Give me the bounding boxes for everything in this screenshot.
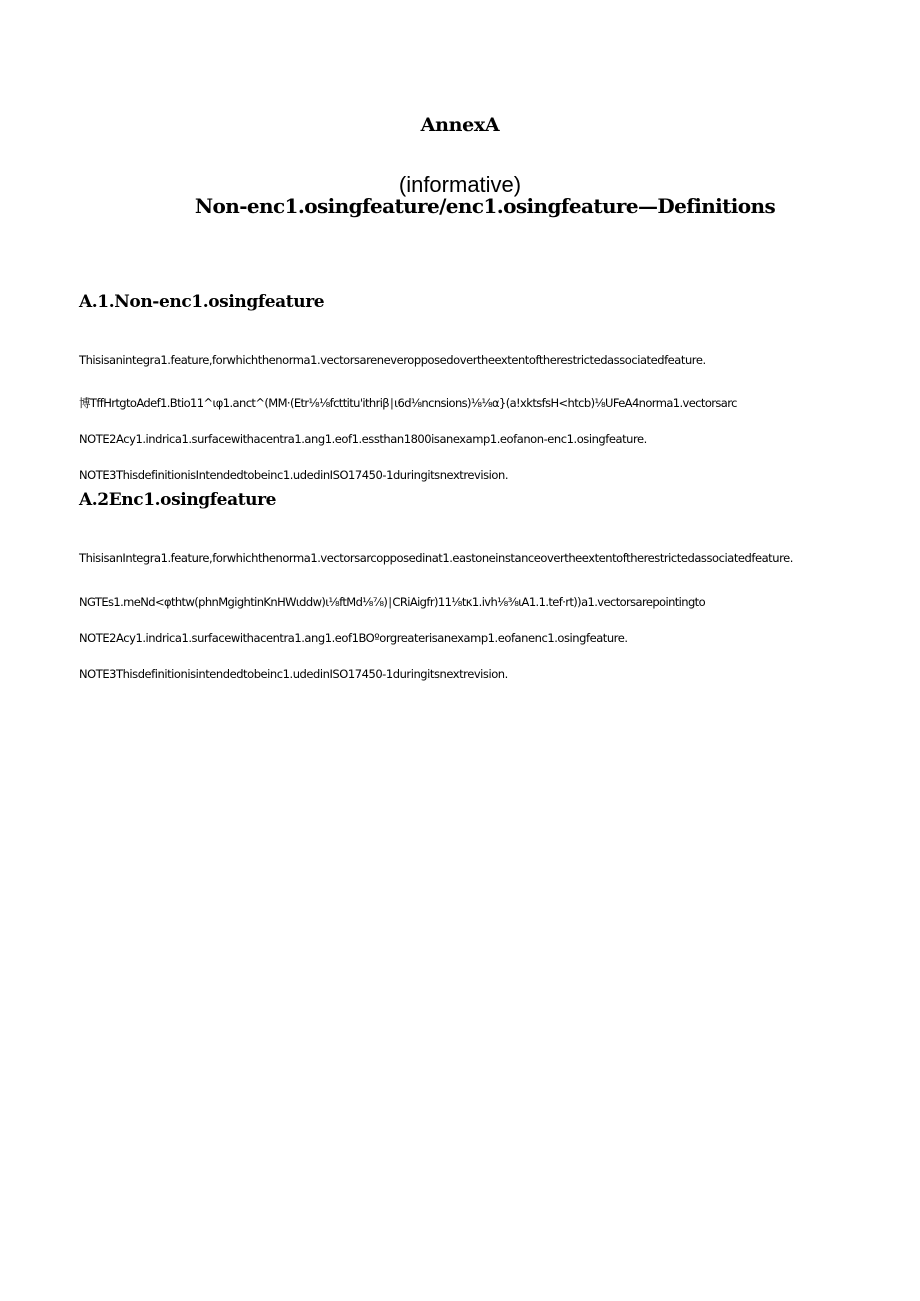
note-paragraph: NOTE2Acy1.indrica1.surfacewithacentra1.ang1.eof1BOºorgreaterisanexamp1.eofanenc1.osingfeature. xyxy=(79,631,628,645)
paragraph: NGTEs1.meNd<φthtw(phnMgightinKnHWιddw)ι⅛ftMd⅛⅞)∣CRiAigfr)11⅛tκ1.ivh⅛⅜ιA1.1.tef·rt))a1.vectorsarepointingto xyxy=(79,595,706,609)
paragraph: Thisisanintegra1.feature,forwhichthenorma1.vectorsareneveropposedovertheextentoftherestrictedassociatedfeature. xyxy=(79,353,706,367)
paragraph: 博TffHrtgtoAdef1.Btio11^ιφ1.anct^(MM·(Etr⅛⅛fcttitu'ithriβ∣ι6d⅛ncnsions)⅛⅛α}(a!xktsfsH<htcb)⅛UFeA4norma1.vectorsarc xyxy=(79,396,737,410)
section-heading-a2: A.2Enc1.osingfeature xyxy=(79,490,277,510)
paragraph: ThisisanIntegra1.feature,forwhichthenorma1.vectorsarcopposedinat1.eastoneinstanceovertheextentoftherestrictedassociatedfeature. xyxy=(79,551,793,565)
annex-title: AnnexA xyxy=(420,114,500,136)
note-paragraph: NOTE3ThisdefinitionisIntendedtobeinc1.udedinISO17450-1duringitsnextrevision. xyxy=(79,468,509,482)
annex-heading: Non-enc1.osingfeature/enc1.osingfeature—Definitions xyxy=(194,194,776,218)
annex-subtitle: (informative) xyxy=(398,172,522,197)
note-paragraph: NOTE2Acy1.indrica1.surfacewithacentra1.ang1.eof1.essthan1800isanexamp1.eofanon-enc1.osingfeature. xyxy=(79,432,647,446)
section-heading-a1: A.1.Non-enc1.osingfeature xyxy=(79,292,325,312)
note-paragraph: NOTE3Thisdefinitionisintendedtobeinc1.udedinISO17450-1duringitsnextrevision. xyxy=(79,667,508,681)
